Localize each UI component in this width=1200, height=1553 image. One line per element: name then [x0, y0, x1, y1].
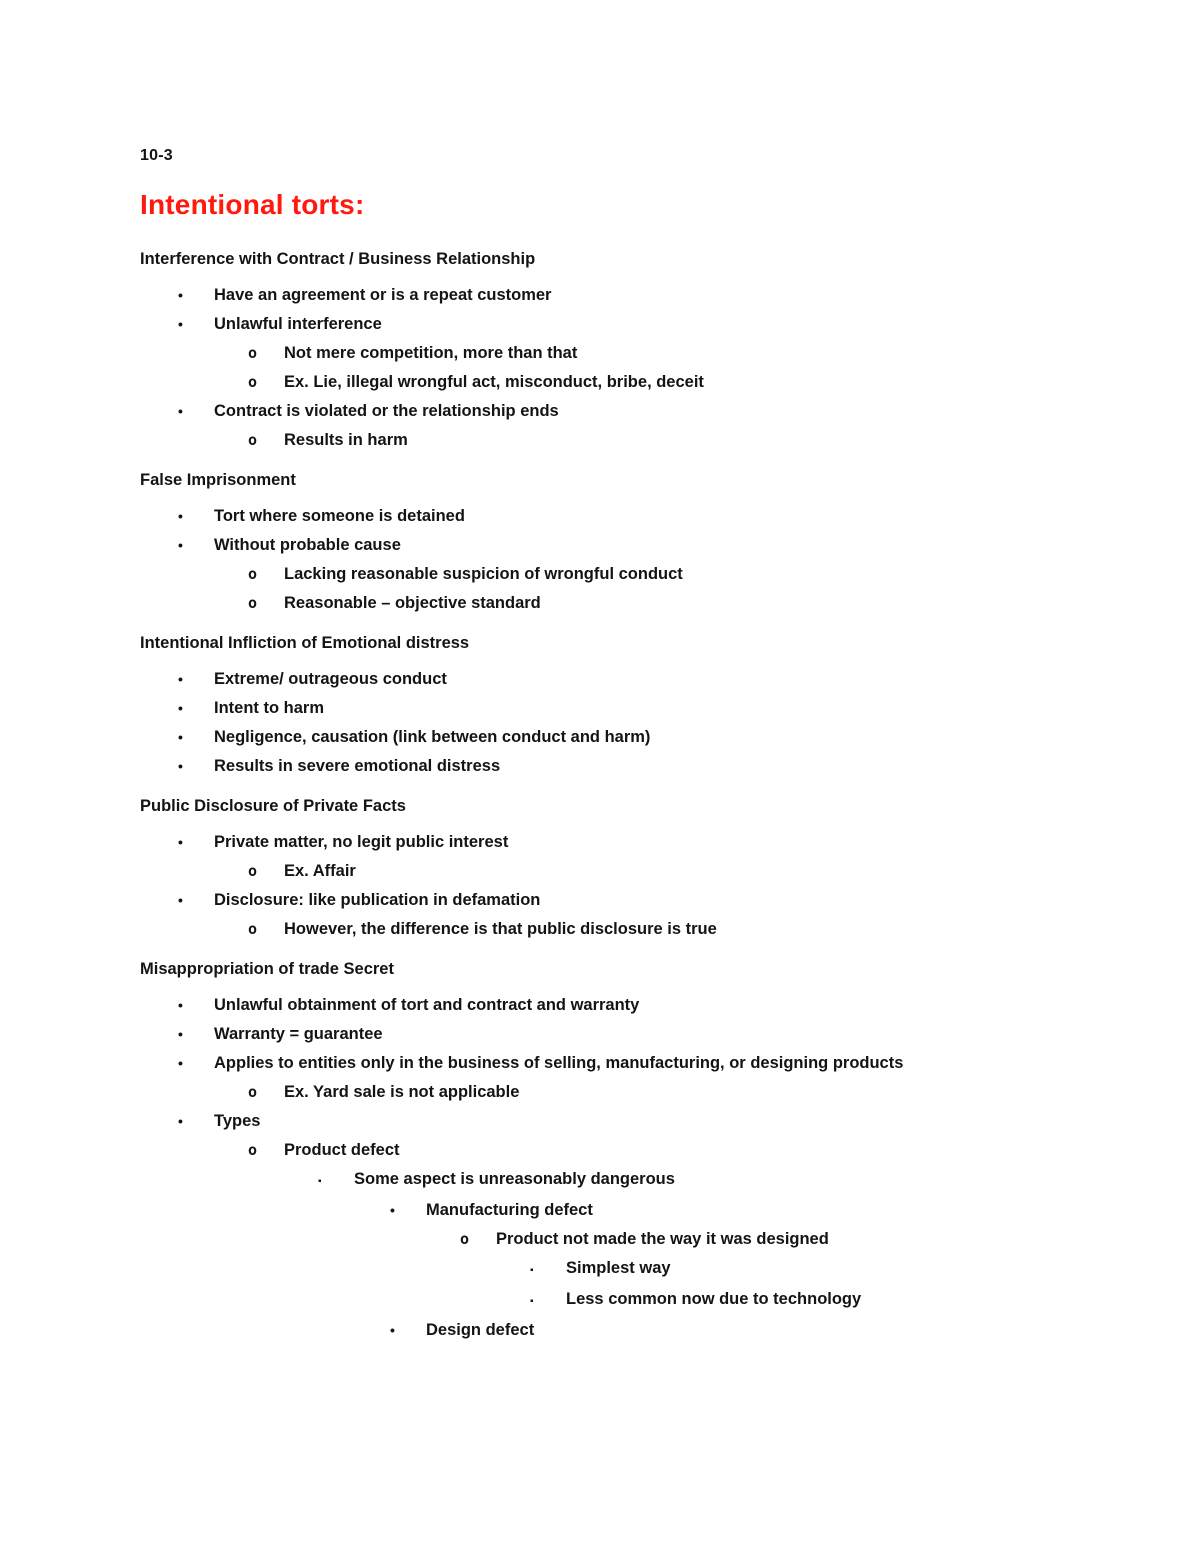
- circle-bullet-icon: o: [460, 1230, 470, 1248]
- list-item: [140, 832, 1080, 853]
- disc-bullet-icon: •: [178, 729, 183, 745]
- circle-bullet-icon: o: [248, 862, 258, 880]
- list-item-text: Some aspect is unreasonably dangerous: [354, 1170, 675, 1188]
- list-item-text: Warranty = guarantee: [214, 1025, 383, 1043]
- list-item: [140, 285, 1080, 306]
- page-number: 10-3: [140, 147, 173, 164]
- list-item: [140, 564, 1080, 585]
- list-item-text: Product not made the way it was designed: [496, 1230, 829, 1248]
- list-item-text: Negligence, causation (link between conduct and harm): [214, 728, 651, 746]
- list-item: [140, 1140, 1080, 1161]
- list-item: [140, 1200, 1080, 1221]
- circle-bullet-icon: o: [248, 920, 258, 938]
- disc-bullet-icon: •: [390, 1322, 395, 1338]
- list-item-text: Without probable cause: [214, 536, 401, 554]
- list-item: [140, 401, 1080, 422]
- disc-bullet-icon: •: [178, 1055, 183, 1071]
- circle-bullet-icon: o: [248, 373, 258, 391]
- disc-bullet-icon: •: [178, 892, 183, 908]
- list-item: [140, 1169, 1080, 1192]
- square-bullet-icon: ▪: [318, 1176, 322, 1187]
- circle-bullet-icon: o: [248, 1083, 258, 1101]
- list-item: [140, 372, 1080, 393]
- list-item-text: Private matter, no legit public interest: [214, 833, 509, 851]
- disc-bullet-icon: •: [178, 316, 183, 332]
- disc-bullet-icon: •: [178, 671, 183, 687]
- list-item-text: Applies to entities only in the business of selling, manufacturing, or designing products: [214, 1054, 904, 1072]
- list-item: [140, 535, 1080, 556]
- list-item: [140, 593, 1080, 614]
- circle-bullet-icon: o: [248, 594, 258, 612]
- section-heading: Public Disclosure of Private Facts: [140, 797, 406, 815]
- list-item: [140, 506, 1080, 527]
- list-item: [140, 698, 1080, 719]
- list-item: [140, 1111, 1080, 1132]
- list-item: [140, 727, 1080, 748]
- list-item-text: Reasonable – objective standard: [284, 594, 541, 612]
- disc-bullet-icon: •: [178, 700, 183, 716]
- disc-bullet-icon: •: [178, 287, 183, 303]
- list-item: [140, 669, 1080, 690]
- disc-bullet-icon: •: [178, 508, 183, 524]
- list-item-text: Contract is violated or the relationship ends: [214, 402, 559, 420]
- circle-bullet-icon: o: [248, 431, 258, 449]
- list-item: [140, 861, 1080, 882]
- list-item-text: Intent to harm: [214, 699, 324, 717]
- list-item-text: Ex. Lie, illegal wrongful act, misconduct, bribe, deceit: [284, 373, 704, 391]
- list-item-text: Results in harm: [284, 431, 408, 449]
- list-item: [140, 995, 1080, 1016]
- circle-bullet-icon: o: [248, 344, 258, 362]
- square-bullet-icon: ▪: [530, 1296, 534, 1307]
- disc-bullet-icon: •: [390, 1202, 395, 1218]
- list-item: [140, 919, 1080, 940]
- list-item: [140, 756, 1080, 777]
- list-item: [140, 890, 1080, 911]
- list-item-text: Results in severe emotional distress: [214, 757, 501, 775]
- list-item: [140, 430, 1080, 451]
- disc-bullet-icon: •: [178, 1113, 183, 1129]
- disc-bullet-icon: •: [178, 403, 183, 419]
- disc-bullet-icon: •: [178, 834, 183, 850]
- list-item-text: Not mere competition, more than that: [284, 344, 578, 362]
- list-item-text: Types: [214, 1112, 261, 1130]
- list-item: [140, 1289, 1080, 1312]
- list-item-text: Ex. Affair: [284, 862, 356, 880]
- list-item-text: Extreme/ outrageous conduct: [214, 670, 447, 688]
- section-heading: Intentional Infliction of Emotional distress: [140, 634, 470, 652]
- list-item: [140, 314, 1080, 335]
- list-item-text: Unlawful obtainment of tort and contract and warranty: [214, 996, 640, 1014]
- disc-bullet-icon: •: [178, 758, 183, 774]
- disc-bullet-icon: •: [178, 537, 183, 553]
- list-item: [140, 343, 1080, 364]
- list-item-text: Product defect: [284, 1141, 400, 1159]
- section-heading: Misappropriation of trade Secret: [140, 960, 394, 978]
- square-bullet-icon: ▪: [530, 1265, 534, 1276]
- list-item-text: Less common now due to technology: [566, 1290, 862, 1308]
- disc-bullet-icon: •: [178, 1026, 183, 1042]
- disc-bullet-icon: •: [178, 997, 183, 1013]
- list-item-text: Have an agreement or is a repeat customer: [214, 286, 552, 304]
- section-heading: False Imprisonment: [140, 471, 296, 489]
- list-item-text: Disclosure: like publication in defamation: [214, 891, 541, 909]
- list-item: [140, 1053, 1080, 1074]
- list-item: [140, 1082, 1080, 1103]
- list-item: [140, 1258, 1080, 1281]
- circle-bullet-icon: o: [248, 1141, 258, 1159]
- list-item-text: Lacking reasonable suspicion of wrongful conduct: [284, 565, 683, 583]
- document-title: Intentional torts:: [140, 189, 365, 220]
- list-item-text: Ex. Yard sale is not applicable: [284, 1083, 520, 1101]
- list-item-text: Manufacturing defect: [426, 1201, 593, 1219]
- list-item: [140, 1229, 1080, 1250]
- circle-bullet-icon: o: [248, 565, 258, 583]
- list-item-text: Tort where someone is detained: [214, 507, 465, 525]
- section-heading: Interference with Contract / Business Relationship: [140, 250, 536, 268]
- list-item-text: However, the difference is that public disclosure is true: [284, 920, 717, 938]
- list-item-text: Simplest way: [566, 1259, 671, 1277]
- list-item-text: Design defect: [426, 1321, 535, 1339]
- list-item: [140, 1320, 1080, 1341]
- list-item: [140, 1024, 1080, 1045]
- list-item-text: Unlawful interference: [214, 315, 382, 333]
